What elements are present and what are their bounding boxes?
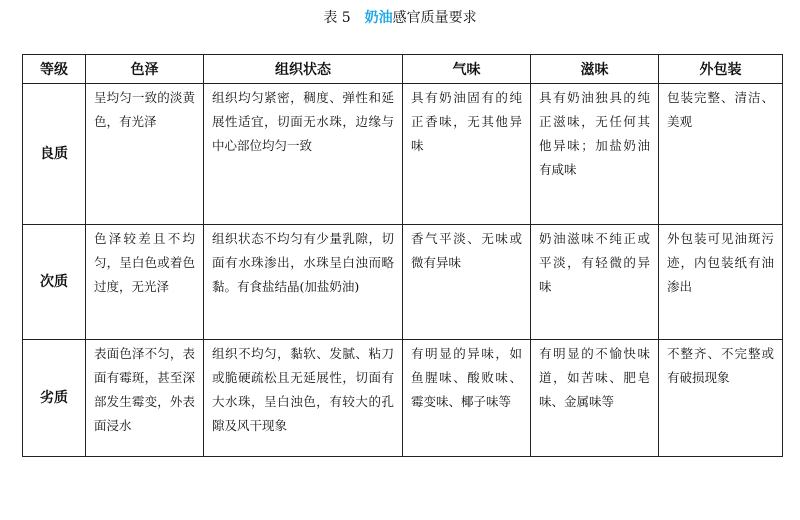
grade-cell: 劣质 [23, 340, 86, 457]
smell-cell: 香气平淡、无味或微有异味 [403, 225, 531, 340]
caption-title: 感官质量要求 [392, 10, 477, 26]
color-cell: 色泽较差且不均匀，呈白色或着色过度，无光泽 [86, 225, 204, 340]
header-row [23, 55, 783, 84]
taste-cell: 有明显的不愉快味道，如苦味、肥皂味、金属味等 [531, 340, 659, 457]
taste-cell: 奶油滋味不纯正或平淡，有轻微的异味 [531, 225, 659, 340]
table-number: 表 5 [323, 10, 351, 26]
grade-cell: 次质 [23, 225, 86, 340]
taste-cell: 具有奶油独具的纯正滋味，无任何其他异味；加盐奶油有咸味 [531, 84, 659, 225]
header-package: 外包装 [659, 55, 783, 84]
table-row [23, 225, 783, 340]
texture-cell: 组织状态不均匀有少量乳隙，切面有水珠渗出，水珠呈白浊而略黏。有食盐结晶(加盐奶油) [204, 225, 403, 340]
grade-cell: 良质 [23, 84, 86, 225]
smell-cell: 有明显的异味，如鱼腥味、酸败味、霉变味、椰子味等 [403, 340, 531, 457]
table-row [23, 84, 783, 225]
color-cell: 表面色泽不匀，表面有霉斑，甚至深部发生霉变，外表面浸水 [86, 340, 204, 457]
table-row [23, 340, 783, 457]
package-cell: 外包装可见油斑污迹，内包装纸有油渗出 [659, 225, 783, 340]
header-texture: 组织状态 [204, 55, 403, 84]
color-cell: 呈均匀一致的淡黄色，有光泽 [86, 84, 204, 225]
quality-table [22, 54, 783, 457]
package-cell: 不整齐、不完整或有破损现象 [659, 340, 783, 457]
package-cell: 包装完整、清洁、美观 [659, 84, 783, 225]
caption-highlight: 奶油 [364, 10, 393, 26]
header-grade: 等级 [23, 55, 86, 84]
header-smell: 气味 [403, 55, 531, 84]
smell-cell: 具有奶油固有的纯正香味，无其他异味 [403, 84, 531, 225]
texture-cell: 组织均匀紧密，稠度、弹性和延展性适宜，切面无水珠，边缘与中心部位均匀一致 [204, 84, 403, 225]
header-color: 色泽 [86, 55, 204, 84]
table-caption [0, 8, 800, 28]
header-taste: 滋味 [531, 55, 659, 84]
texture-cell: 组织不均匀，黏软、发腻、粘刀或脆硬疏松且无延展性，切面有大水珠，呈白浊色，有较大的孔隙及风干现象 [204, 340, 403, 457]
